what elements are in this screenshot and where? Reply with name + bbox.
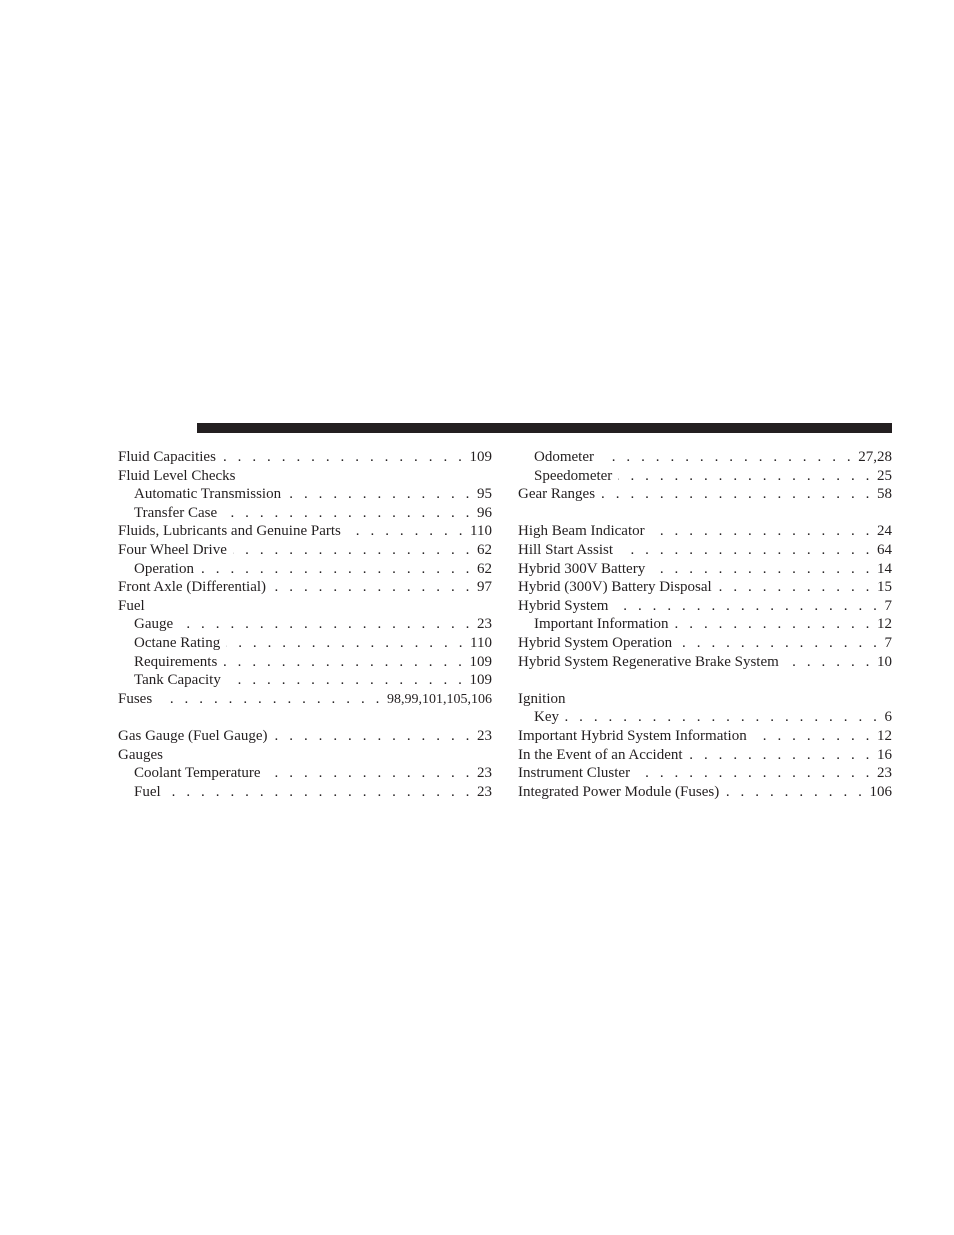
index-subentry-coolant-temperature xyxy=(118,764,492,783)
index-entry-gauges xyxy=(118,746,492,765)
index-entry-label: Tank Capacity xyxy=(134,671,227,690)
index-subentry-key xyxy=(518,708,892,727)
index-entry-label: Fuses xyxy=(118,690,158,709)
index-entry-hybrid-300v-battery-disposal xyxy=(518,578,892,597)
index-entry-label: Fuel xyxy=(134,783,167,802)
index-entry-label: In the Event of an Accident xyxy=(518,746,689,765)
dot-leader xyxy=(718,578,873,597)
dot-leader xyxy=(753,727,873,746)
index-entry-instrument-cluster xyxy=(518,764,892,783)
dot-leader xyxy=(619,541,873,560)
index-subentry-gauge xyxy=(118,615,492,634)
index-entry-hybrid-system-regenerative-brake-system xyxy=(518,653,892,672)
index-entry-fluid-level-checks xyxy=(118,467,492,486)
index-subentry-odometer xyxy=(518,448,892,467)
index-entry-page-number: 12 xyxy=(873,727,892,746)
dot-leader xyxy=(614,597,880,616)
index-entry-fuses xyxy=(118,690,492,709)
index-column-right xyxy=(518,448,892,801)
index-entry-label: Speedometer xyxy=(534,467,618,486)
dot-leader xyxy=(223,653,465,672)
dot-leader xyxy=(618,467,873,486)
dot-leader xyxy=(272,578,473,597)
index-entry-gear-ranges xyxy=(518,485,892,504)
index-entry-page-number: 15 xyxy=(873,578,892,597)
dot-leader xyxy=(651,522,873,541)
index-entry-front-axle-differential xyxy=(118,578,492,597)
index-entry-label: Hybrid System Operation xyxy=(518,634,678,653)
index-entry-fluids-lubricants-and-genuine-parts xyxy=(118,522,492,541)
index-entry-page-number: 97 xyxy=(473,578,492,597)
index-entry-label: Gauges xyxy=(118,746,169,765)
dot-leader xyxy=(636,764,873,783)
dot-leader xyxy=(651,560,873,579)
index-entry-page-number: 98,99,101,105,106 xyxy=(383,691,492,709)
index-entry-label: Transfer Case xyxy=(134,504,223,523)
dot-leader xyxy=(158,690,383,709)
index-entry-four-wheel-drive xyxy=(118,541,492,560)
index-entry-in-the-event-of-an-accident xyxy=(518,746,892,765)
index-entry-important-hybrid-system-information xyxy=(518,727,892,746)
index-spacer xyxy=(118,708,492,727)
index-entry-high-beam-indicator xyxy=(518,522,892,541)
index-entry-hybrid-300v-battery xyxy=(518,560,892,579)
index-entry-page-number: 64 xyxy=(873,541,892,560)
dot-leader xyxy=(267,764,473,783)
index-entry-page-number: 109 xyxy=(466,653,493,672)
index-entry-page-number: 58 xyxy=(873,485,892,504)
dot-leader xyxy=(600,448,854,467)
index-subentry-requirements xyxy=(118,653,492,672)
index-entry-page-number: 10 xyxy=(873,653,892,672)
index-entry-label: Key xyxy=(534,708,565,727)
index-entry-label: High Beam Indicator xyxy=(518,522,651,541)
index-entry-page-number: 23 xyxy=(473,783,492,802)
dot-leader xyxy=(227,671,466,690)
dot-leader xyxy=(675,615,873,634)
index-entry-label: Hybrid (300V) Battery Disposal xyxy=(518,578,718,597)
index-subentry-tank-capacity xyxy=(118,671,492,690)
index-subentry-transfer-case xyxy=(118,504,492,523)
index-entry-label: Gear Ranges xyxy=(518,485,601,504)
index-entry-page-number: 95 xyxy=(473,485,492,504)
dot-leader xyxy=(233,541,473,560)
index-entry-page-number: 23 xyxy=(873,764,892,783)
index-entry-page-number: 110 xyxy=(466,522,492,541)
index-entry-page-number: 23 xyxy=(473,727,492,746)
index-entry-label: Hybrid System xyxy=(518,597,614,616)
index-subentry-octane-rating xyxy=(118,634,492,653)
index-entry-label: Hybrid System Regenerative Brake System xyxy=(518,653,785,672)
dot-leader xyxy=(179,615,473,634)
index-entry-label: Automatic Transmission xyxy=(134,485,287,504)
dot-leader xyxy=(785,653,873,672)
index-entry-page-number: 24 xyxy=(873,522,892,541)
index-entry-label: Fuel xyxy=(118,597,151,616)
section-divider-bar xyxy=(197,423,892,433)
index-entry-label: Instrument Cluster xyxy=(518,764,636,783)
index-entry-hybrid-system xyxy=(518,597,892,616)
dot-leader xyxy=(689,746,873,765)
dot-leader xyxy=(565,708,881,727)
index-entry-page-number: 16 xyxy=(873,746,892,765)
index-entry-page-number: 27,28 xyxy=(854,448,892,467)
index-entry-label: Fluid Capacities xyxy=(118,448,222,467)
index-entry-page-number: 110 xyxy=(466,634,492,653)
index-entry-label: Octane Rating xyxy=(134,634,226,653)
dot-leader xyxy=(226,634,466,653)
index-entry-page-number: 106 xyxy=(866,783,893,802)
index-entry-page-number: 14 xyxy=(873,560,892,579)
index-entry-label: Odometer xyxy=(534,448,600,467)
index-entry-page-number: 109 xyxy=(466,448,493,467)
index-entry-label: Gas Gauge (Fuel Gauge) xyxy=(118,727,274,746)
dot-leader xyxy=(287,485,473,504)
dot-leader xyxy=(274,727,473,746)
index-entry-label: Important Information xyxy=(534,615,675,634)
index-entry-page-number: 23 xyxy=(473,764,492,783)
index-entry-gas-gauge-fuel-gauge xyxy=(118,727,492,746)
index-entry-page-number: 7 xyxy=(881,634,893,653)
index-entry-label: Important Hybrid System Information xyxy=(518,727,753,746)
index-entry-page-number: 6 xyxy=(881,708,893,727)
index-entry-label: Hybrid 300V Battery xyxy=(518,560,651,579)
index-entry-label: Coolant Temperature xyxy=(134,764,267,783)
index-subentry-automatic-transmission xyxy=(118,485,492,504)
index-entry-label: Fluids, Lubricants and Genuine Parts xyxy=(118,522,347,541)
index-entry-hill-start-assist xyxy=(518,541,892,560)
dot-leader xyxy=(347,522,466,541)
index-subentry-fuel xyxy=(118,783,492,802)
index-entry-ignition xyxy=(518,690,892,709)
index-subentry-important-information xyxy=(518,615,892,634)
index-spacer xyxy=(518,671,892,690)
index-entry-page-number: 109 xyxy=(466,671,493,690)
index-entry-page-number: 25 xyxy=(873,467,892,486)
index-entry-page-number: 62 xyxy=(473,560,492,579)
index-entry-label: Integrated Power Module (Fuses) xyxy=(518,783,725,802)
index-entry-integrated-power-module-fuses xyxy=(518,783,892,802)
dot-leader xyxy=(223,504,473,523)
dot-leader xyxy=(167,783,473,802)
index-subentry-speedometer xyxy=(518,467,892,486)
dot-leader xyxy=(725,783,865,802)
dot-leader xyxy=(200,560,473,579)
dot-leader xyxy=(222,448,466,467)
index-spacer xyxy=(518,504,892,523)
index-entry-page-number: 23 xyxy=(473,615,492,634)
index-entry-label: Hill Start Assist xyxy=(518,541,619,560)
index-entry-label: Requirements xyxy=(134,653,223,672)
index-entry-fuel xyxy=(118,597,492,616)
index-entry-label: Ignition xyxy=(518,690,572,709)
index-entry-label: Operation xyxy=(134,560,200,579)
index-entry-page-number: 12 xyxy=(873,615,892,634)
index-column-left xyxy=(118,448,492,801)
dot-leader xyxy=(601,485,873,504)
index-entry-label: Gauge xyxy=(134,615,179,634)
index-entry-label: Four Wheel Drive xyxy=(118,541,233,560)
index-entry-fluid-capacities xyxy=(118,448,492,467)
index-entry-page-number: 62 xyxy=(473,541,492,560)
index-entry-page-number: 7 xyxy=(881,597,893,616)
dot-leader xyxy=(678,634,880,653)
index-entry-hybrid-system-operation xyxy=(518,634,892,653)
index-entry-label: Fluid Level Checks xyxy=(118,467,241,486)
index-entry-label: Front Axle (Differential) xyxy=(118,578,272,597)
index-entry-page-number: 96 xyxy=(473,504,492,523)
index-subentry-operation xyxy=(118,560,492,579)
